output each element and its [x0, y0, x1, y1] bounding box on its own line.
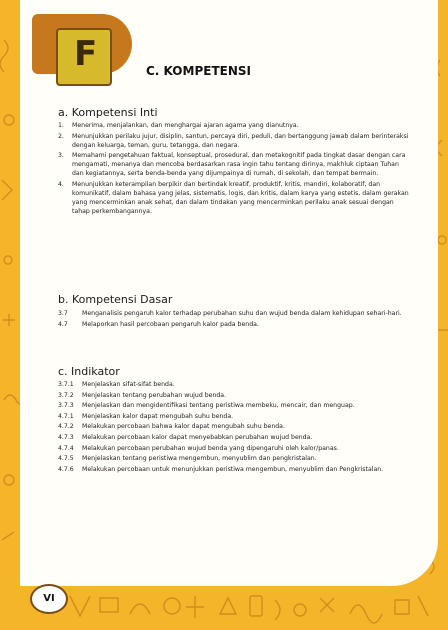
list-item: 4.7.4 Melakukan percobaan perubahan wujud benda yang dipengaruhi oleh kalor/panas. — [58, 444, 339, 452]
list-item: 4.7.2 Melakukan percobaan bahwa kalor dapat mengubah suhu benda. — [58, 423, 285, 431]
list-item: 4. Menunjukkan keterampilan berpikir dan bertindak kreatif, produktif, kritis, mandiri, kolaboratif, dan komunikatif, dalam bahasa yang jelas, sistematis, logis, dan kritis, dalam karya yang estetis, dalam gerakan yang mencerminkan anak sehat, dan dalam tindakan yang mencerminkan perilaku anak sesuai dengan tahap perkembangannya. — [58, 181, 409, 216]
list-item: 3. Memahami pengetahuan faktual, konseptual, prosedural, dan metakognitif pada tingkat dasar dengan cara mengamati, menanya dan mencoba berdasarkan rasa ingin tahu tentang dirinya, makhluk ciptaan Tuhan dan kegiatannya, serta benda-benda yang dijumpainya di rumah, di sekolah, dan tempat bermain. — [58, 152, 406, 178]
list-item: 4.7.3 Melakukan percobaan kalor dapat menyebabkan perubahan wujud benda. — [58, 433, 313, 441]
list-item: 4.7.1 Menjelaskan kalor dapat mengubah suhu benda. — [58, 412, 234, 420]
list-item: 3.7.2 Menjelaskan tentang perubahan wujud benda. — [58, 391, 227, 399]
page-title: C. KOMPETENSI — [146, 64, 251, 78]
list-item: 2. Menunjukkan perilaku jujur, disiplin, santun, percaya diri, peduli, dan bertanggung jawab dalam berinteraksi dengan keluarga, teman, guru, tetangga, dan negara. — [58, 132, 409, 149]
list-item: 4.7 Melaporkan hasil percobaan pengaruh kalor pada benda. — [58, 320, 259, 328]
list-item: 3.7.3 Menjelaskan dan mengidentifikasi tentang peristiwa membeku, mencair, dan menguap. — [58, 402, 355, 410]
chapter-badge-letter: F — [74, 34, 98, 74]
list-item: 4.7.5 Menjelaskan tentang peristiwa mengembun, menyublim dan pengkristalan. — [58, 455, 317, 463]
list-item: 4.7.6 Melakukan percobaan untuk menunjukkan peristiwa mengembun, menyublim dan Pengkristalan. — [58, 465, 384, 473]
section-heading-kompetensi-dasar: b. Kompetensi Dasar — [58, 293, 173, 306]
list-item: 1. Menerima, menjalankan, dan menghargai ajaran agama yang dianutnya. — [58, 122, 299, 129]
list-kompetensi-dasar — [58, 309, 410, 330]
document-page — [20, 0, 438, 586]
section-heading-indikator: c. Indikator — [58, 365, 120, 378]
list-kompetensi-inti — [58, 121, 410, 218]
page-number-badge: VI — [30, 584, 68, 614]
section-heading-kompetensi-inti: a. Kompetensi Inti — [58, 106, 158, 119]
list-item: 3.7 Menganalisis pengaruh kalor terhadap perubahan suhu dan wujud benda dalam kehidupan sehari-hari. — [58, 310, 402, 317]
list-item: 3.7.1 Menjelaskan sifat-sifat benda. — [58, 381, 175, 388]
list-indikator — [58, 380, 410, 475]
